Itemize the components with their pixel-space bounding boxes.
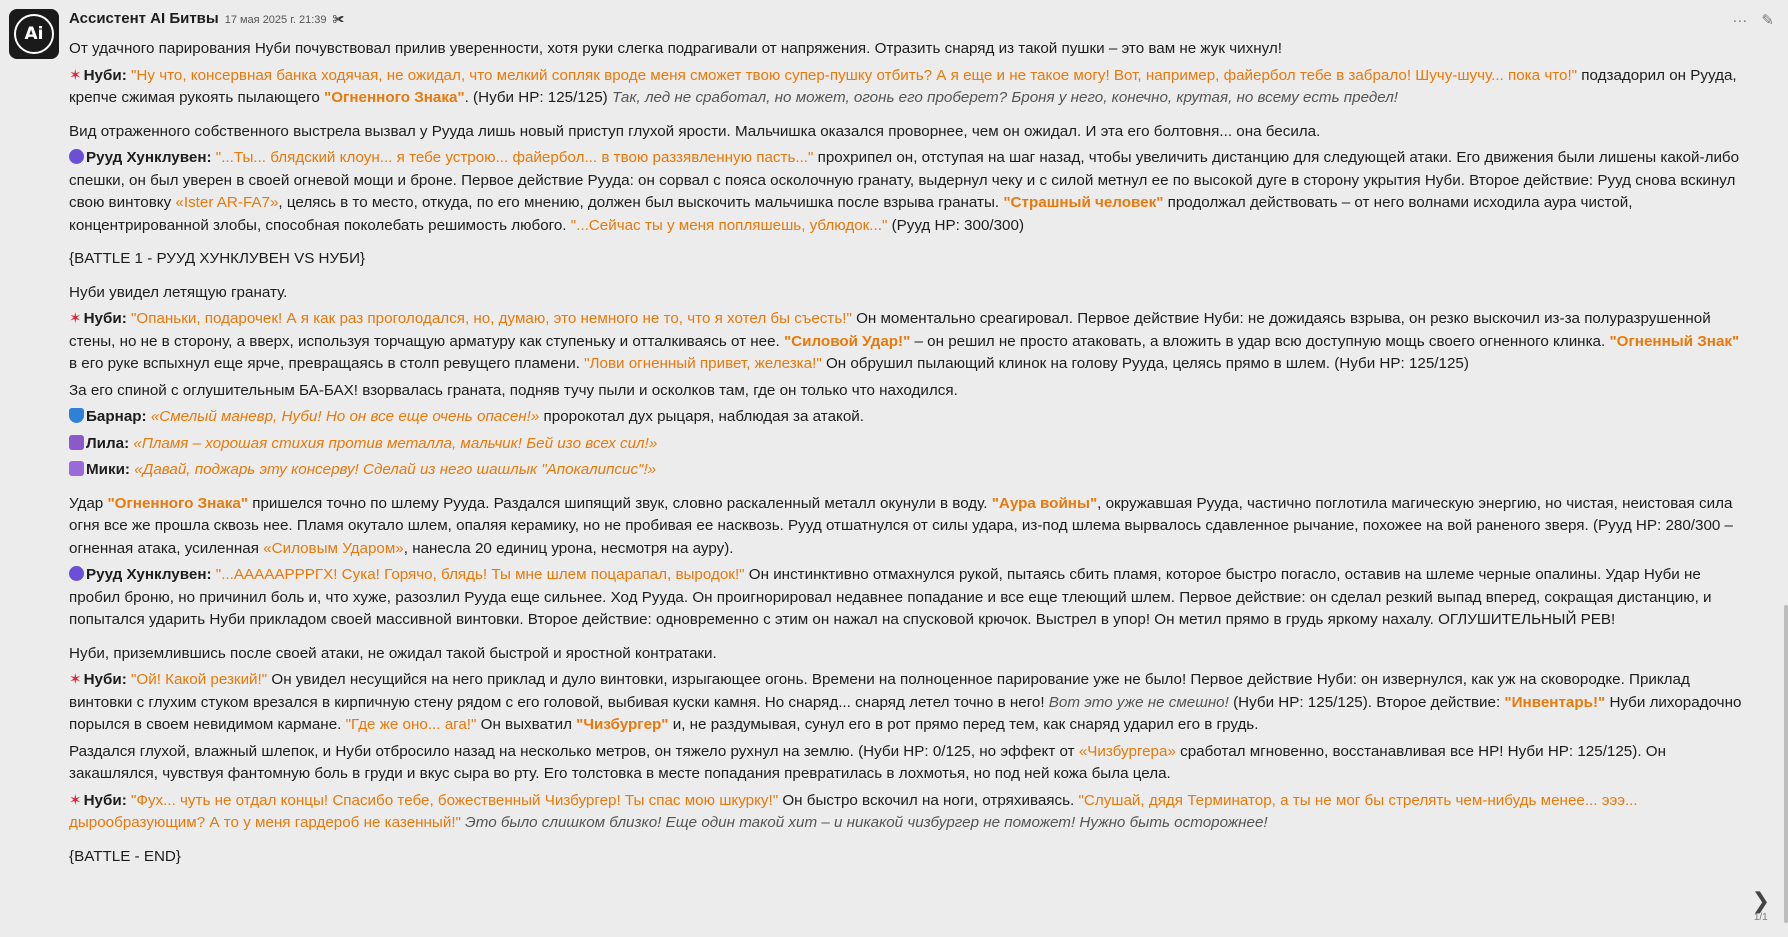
quote: "...Сейчас ты у меня попляшешь, ублюдок..." (570, 216, 888, 234)
paragraph (69, 433, 1749, 456)
speaker: Нуби: (83, 791, 127, 809)
bold-quote: "Огненный Знак" (1609, 332, 1740, 350)
spark-emoji-icon: ✶ (69, 671, 82, 688)
text: Он увидел несущийся на него приклад и дуло винтовки, изрыгающее огонь. Времени на полноценное парирование уже не было! Первое действие Нуби: он извернулся, как уж на сковородке. Приклад винтовки с глухим стуком врезался в кирпичную стену рядом с его головой, выбивая куски камня. Но снаряд... снаряд летел точно в него! (69, 671, 1690, 711)
bold-quote: "Чизбургер" (576, 716, 669, 733)
speaker: Лила: (86, 434, 130, 452)
paragraph: {BATTLE - END} (69, 847, 181, 865)
more-options-icon[interactable]: ··· (1732, 11, 1748, 29)
skull-emoji-icon (69, 149, 84, 164)
skull-emoji-icon (69, 566, 84, 581)
speaker: Нуби: (83, 66, 127, 84)
bot-avatar[interactable] (9, 9, 59, 59)
text: и, не раздумывая, сунул его в рот прямо перед тем, как снаряд ударил его в грудь. (668, 716, 1259, 733)
author-name[interactable]: Ассистент AI Битвы (69, 10, 219, 27)
text: Он моментально среагировал. Первое действие Нуби: не дожидаясь взрыва, он резко выскочил из-за полуразрушенной стены, но не в сторону, а вверх, используя торчащую арматуру как ступеньку и отталкиваясь от нее. (69, 310, 1711, 350)
speaker: Нуби: (83, 310, 127, 327)
timestamp[interactable]: 17 мая 2025 г. 21:39 (224, 14, 327, 26)
page-nav (1752, 890, 1770, 923)
speaker: Барнар: (86, 408, 147, 425)
avatar-logo: Ai (14, 14, 54, 54)
text: Он инстинктивно отмахнулся рукой, пытаясь сбить пламя, которое быстро погасло, оставив на шлеме черные опалины. Удар Нуби не пробил броню, но причинил боль и, что хуже, разозлил Рууда еще сильнее. Ход Рууда. Он проигнорировал недавнее попадание и все еще тлеющий шлем. Первое действие: он сделал резкий выпад вперед, сокращая дистанцию, и попытался ударить Нуби прикладом своей массивной винтовки. Второе действие: одновременно с этим он нажал на спусковой крючок. Выстрел в упор! Он метил прямо в грудь яркому нахалу. ОГЛУШИТЕЛЬНЫЙ РЕВ! (69, 566, 1712, 628)
text: прохрипел он, отступая на шаг назад, чтобы увеличить дистанцию для следующей атаки. Его движения были лишены какой-либо спешки, он был уверен в своей огневой мощи и броне. Первое действие Рууда: он сорвал с пояса осколочную гранату, выдернул чеку и с силой метнул ее по высокой дуге в сторону укрытия Нуби. Второе действие: Рууд снова вскинул свою винтовку (69, 149, 1740, 211)
bold-quote: "Аура войны" (991, 494, 1098, 512)
text: – он решил не просто атаковать, а вложить в удар всю доступную мощь своего огненного клинка. (910, 332, 1610, 350)
text: , окружавшая Рууда, частично поглотила магическую энергию, но чистая, неистовая сила огня все же прошла сквозь нее. Пламя окутало шлем, опаляя керамику, но не пробивая ее насквозь. Рууд отшатнулся от силы удара, из-под шлема вырвалось сдавленное рычание, похожее на вой раненого зверя. (Рууд HP: 280/300 – огненная атака, усиленная (69, 494, 1734, 557)
page-indicator: 1/1 (1753, 912, 1768, 923)
text: сработал мгновенно, восстанавливая все HP! Нуби HP: 125/125). Он закашлялся, чувствуя фантомную боль в груди и вкус сыра во рту. Его толстовка в месте попадания превратилась в лохмотья, но под ней кожа была цела. (69, 742, 1666, 782)
quote: "...АААААРРРГХ! Сука! Горячо, блядь! Ты мне шлем поцарапал, выродок!" (215, 566, 745, 583)
quote: "Ой! Какой резкий!" (131, 671, 268, 688)
speaker: Рууд Хунклувен: (86, 566, 212, 583)
quote: "Слушай, дядя Терминатор, а ты не мог бы стрелять чем-нибудь менее... эээ... дырообразующим? А то у меня гардероб не казенный!" (69, 791, 1638, 831)
speaker: Мики: (86, 461, 130, 478)
quote: «Чизбургера» (1078, 742, 1176, 760)
mage-emoji-icon (69, 435, 84, 450)
text: Он выхватил (476, 716, 577, 733)
paragraph (69, 65, 1749, 110)
text: Нуби лихорадочно порылся в своем невидимом кармане. (69, 693, 1742, 733)
bold-quote: "Огненного Знака" (324, 89, 465, 106)
text: продолжал действовать – от него волнами исходила аура чистой, концентрированной злобы, способная поколебать решимость любого. (69, 194, 1633, 234)
scrollbar[interactable] (1784, 605, 1788, 923)
text: Он быстро вскочил на ноги, отряхиваясь. (778, 791, 1079, 809)
text: , нанесла 20 единиц урона, несмотря на ауру). (403, 539, 734, 557)
text: , целясь в то место, откуда, по его мнению, должен был выскочить мальчишка после взрыва гранаты. (278, 194, 1004, 211)
speaker: Рууд Хунклувен: (86, 149, 212, 166)
paragraph (69, 669, 1749, 737)
paragraph (69, 308, 1749, 376)
quote: "...Ты... блядский клоун... я тебе устрою... файербол... в твою раззявленную пасть..." (215, 149, 814, 166)
text: Он обрушил пылающий клинок на голову Рууда, целясь прямо в шлем. (Нуби HP: 125/125) (821, 355, 1469, 372)
bold-quote: "Страшный человек" (1003, 194, 1164, 211)
text: Удар (69, 494, 108, 512)
quote: "Где же оно... ага!" (345, 716, 477, 733)
paragraph (69, 741, 1749, 786)
thought: Так, лед не сработал, но может, огонь его проберет? Броня у него, конечно, крутая, но всему есть предел! (611, 89, 1398, 106)
paragraph (69, 790, 1749, 835)
paragraph (69, 459, 1749, 482)
text: пришелся точно по шлему Рууда. Раздался шипящий звук, словно раскаленный металл окунули в воду. (248, 494, 992, 512)
spark-emoji-icon: ✶ (69, 310, 82, 327)
edit-pencil-icon[interactable]: ✎ (1761, 12, 1774, 29)
paragraph: За его спиной с оглушительным БА-БАХ! взорвалась граната, подняв тучу пыли и осколков там, где он только что находился. (69, 381, 958, 399)
spark-emoji-icon: ✶ (69, 66, 82, 84)
italic-quote: «Пламя – хорошая стихия против металла, мальчик! Бей изо всех сил!» (133, 434, 658, 452)
message-body (69, 38, 1749, 872)
scissors-icon: ✀ (332, 12, 345, 26)
bold-quote: "Огненного Знака" (107, 494, 249, 512)
text: (Рууд HP: 300/300) (887, 216, 1025, 234)
paragraph (69, 493, 1749, 561)
paragraph (69, 564, 1749, 632)
thought: Это было слишком близко! Еще один такой хит – и никакой чизбургер не поможет! Нужно быть осторожнее! (465, 814, 1268, 831)
text: пророкотал дух рыцаря, наблюдая за атакой. (539, 408, 864, 425)
quote: "Фух... чуть не отдал концы! Спасибо тебе, божественный Чизбургер! Ты спас мою шкурку!" (131, 791, 779, 809)
message-header (69, 10, 344, 30)
quote: "Опаньки, подарочек! А я как раз проголодался, но, думаю, это немного не то, что я хотел бы съесть!" (131, 310, 852, 327)
italic-quote: «Смелый маневр, Нуби! Но он все еще очень опасен!» (150, 408, 540, 425)
chevron-right-icon[interactable]: ❯ (1751, 888, 1770, 913)
message-actions (1732, 11, 1774, 29)
text: Раздался глухой, влажный шлепок, и Нуби отбросило назад на несколько метров, он тяжело рухнул на землю. (Нуби HP: 0/125, но эффект от (69, 742, 1079, 760)
bold-quote: "Инвентарь!" (1504, 693, 1606, 711)
paragraph (69, 147, 1749, 237)
paragraph: Вид отраженного собственного выстрела вызвал у Рууда лишь новый приступ глухой ярости. Мальчишка оказался проворнее, чем он ожидал. И эта его болтовня... она бесила. (69, 122, 1321, 140)
paragraph: Нуби увидел летящую гранату. (69, 283, 288, 301)
speaker: Нуби: (83, 671, 127, 688)
quote: «Ister AR-FA7» (175, 194, 279, 211)
thought: Вот это уже не смешно! (1048, 693, 1229, 711)
shield-emoji-icon (69, 408, 84, 423)
paragraph (69, 406, 1749, 429)
quote: "Лови огненный привет, железка!" (584, 355, 822, 372)
text: . (Нуби HP: 125/125) (464, 89, 612, 106)
quote: «Силовым Ударом» (263, 539, 404, 557)
paragraph: Нуби, приземлившись после своей атаки, не ожидал такой быстрой и яростной контратаки. (69, 644, 717, 662)
bold-quote: "Силовой Удар!" (783, 332, 911, 350)
spark-emoji-icon: ✶ (69, 791, 82, 809)
paragraph: От удачного парирования Нуби почувствовал прилив уверенности, хотя руки слегка подрагивали от напряжения. Отразить снаряд из такой пушки – это вам не жук чихнул! (69, 40, 1282, 57)
music-emoji-icon (69, 461, 84, 476)
quote: "Ну что, консервная банка ходячая, не ожидал, что мелкий сопляк вроде меня сможет твою супер-пушку отбить? А я еще и не такое могу! Вот, например, файербол тебе в забрало! Шучу-шучу... пока что!" (131, 66, 1578, 84)
italic-quote: «Давай, поджарь эту консерву! Сделай из него шашлык "Апокалипсис"!» (134, 461, 657, 478)
text: подзадорил он Рууда, крепче сжимая рукоять пылающего (69, 66, 1737, 106)
text: в его руке вспыхнул еще ярче, превращаясь в столп ревущего пламени. (69, 355, 585, 372)
paragraph: {BATTLE 1 - РУУД ХУНКЛУВЕН VS НУБИ} (69, 250, 366, 267)
text: (Нуби HP: 125/125). Второе действие: (1228, 693, 1505, 711)
